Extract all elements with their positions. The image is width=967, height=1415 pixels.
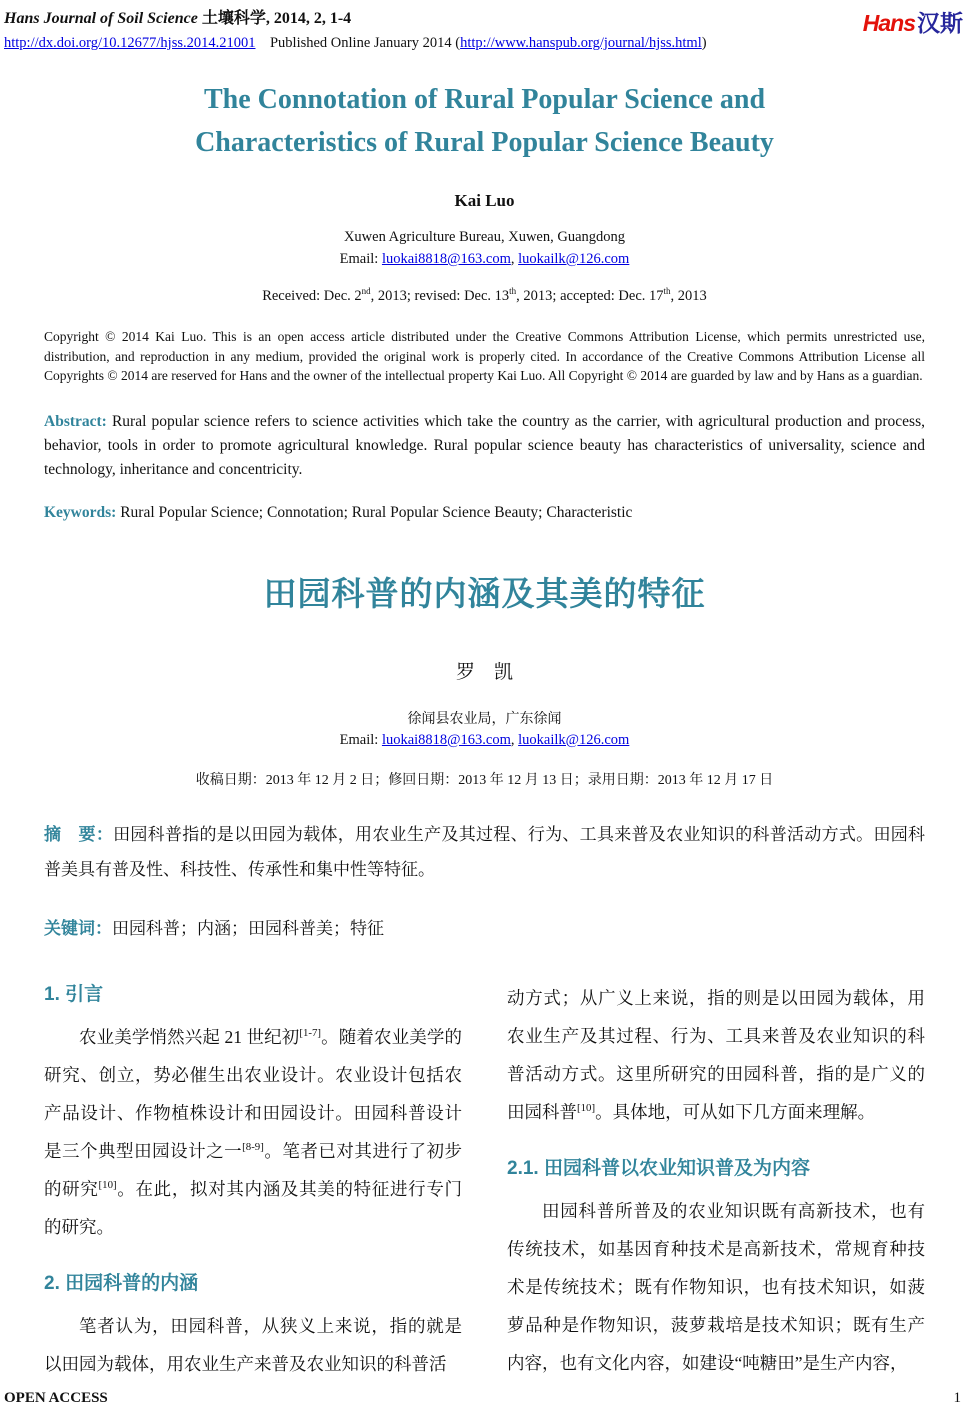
open-access-label: OPEN ACCESS <box>4 1390 108 1406</box>
keywords-label: Keywords: <box>44 503 117 521</box>
author-name-chinese: 罗 凯 <box>455 661 513 683</box>
doi-line <box>4 35 963 52</box>
page-header <box>4 5 963 52</box>
journal-title-chinese: 土壤科学, 2014, 2, 1-4 <box>201 10 352 27</box>
section-2-paragraph-left: 笔者认为，田园科普，从狭义上来说，指的就是以田园为载体，用农业生产来普及农业知识的科普活 <box>44 1315 462 1374</box>
email-link-2[interactable]: luokailk@126.com <box>518 251 630 267</box>
abstract-english <box>44 410 925 482</box>
section-2-heading: 2. 田园科普的内涵 <box>44 1272 199 1294</box>
email-link-1[interactable]: luokai8818@163.com <box>381 251 511 267</box>
affiliation-english: Xuwen Agriculture Bureau, Xuwen, Guangdong <box>343 229 626 245</box>
hans-logo <box>863 5 963 38</box>
body-columns <box>44 979 925 1383</box>
citation-ref: [1-7] <box>299 1026 322 1039</box>
received-dates-chinese: 收稿日期：2013 年 12 月 2 日；修回日期：2013 年 12 月 13 日；录用日期：2013 年 12 月 17 日 <box>195 772 774 788</box>
section-2-paragraph-continued: 动方式；从广义上来说，指的则是以田园为载体，用农业生产及其过程、行为、工具来普及农业知识的科普活动方式。这里所研究的田园科普，指的是广义的田园科普[10]。具体地，可从如下几方面来理解。 <box>507 987 925 1122</box>
citation-ref: [10] <box>98 1178 117 1191</box>
email-link-1-cn[interactable]: luokai8818@163.com <box>381 731 511 748</box>
received-dates-english: Received: Dec. 2nd, 2013; revised: Dec. 13th, 2013; accepted: Dec. 17th, 2013 <box>262 286 707 304</box>
journal-homepage-link[interactable]: http://www.hanspub.org/journal/hjss.html <box>460 35 702 51</box>
keywords-text: Rural Popular Science; Connotation; Rural Popular Science Beauty; Characteristic <box>116 503 633 521</box>
page-number: 1 <box>953 1390 961 1406</box>
email-line-chinese: Email: luokai8818@163.com, luokailk@126.com <box>339 731 630 748</box>
author-name-english: Kai Luo <box>454 191 515 210</box>
keywords-text-chinese: 田园科普；内涵；田园科普美；特征 <box>112 918 384 938</box>
copyright-notice: Copyright © 2014 Kai Luo. This is an open access article distributed under the Creative Commons Attribution License, which permits unrestricted use, distribution, and reproduction in any medium, provided the original work is properly cited. In accordance of the Creative Commons Attribution License all Copyrights © 2014 are reserved for Hans and the owner of the intellectual property Kai Luo. All Copyright © 2014 are guarded by law and by Hans as a guardian. <box>44 329 925 383</box>
article-title-english <box>44 78 925 164</box>
keywords-english <box>44 504 925 522</box>
abstract-label: Abstract: <box>44 412 107 430</box>
journal-title-line <box>4 5 963 28</box>
title-line-2: Characteristics of Rural Popular Science Beauty <box>195 127 774 158</box>
keywords-label-chinese: 关键词： <box>44 918 112 938</box>
keywords-chinese <box>44 914 925 939</box>
email-label-cn: Email: <box>339 731 382 748</box>
page-footer <box>4 1390 961 1407</box>
section-1-paragraph: 农业美学悄然兴起 21 世纪初[1-7]。随着农业美学的研究、创立，势必催生出农业设计。农业设计包括农产品设计、作物植株设计和田园设计。田园科普设计是三个典型田园设计之一[8-9]。笔者已对其进行了初步的研究[10]。在此，拟对其内涵及其美的特征进行专门的研究。 <box>44 1026 463 1237</box>
title-line-1: The Connotation of Rural Popular Science and <box>203 84 766 115</box>
right-column <box>507 979 925 1383</box>
published-text: Published Online January 2014 (http://www.hanspub.org/journal/hjss.html) <box>269 35 707 51</box>
article-content <box>44 60 925 1383</box>
left-column <box>44 979 462 1383</box>
abstract-label-chinese: 摘 要： <box>44 824 114 844</box>
section-2-1-heading: 2.1. 田园科普以农业知识普及为内容 <box>507 1157 810 1179</box>
email-label: Email: <box>339 251 382 267</box>
abstract-text: Rural popular science refers to science activities which take the country as the carrier, with agricultural production and process, behavior, tools in order to promote agricultural knowledge. Rural popular science beauty has characteristics of universality, science and technology, inheritance and concentricity. <box>44 412 925 478</box>
email-line-english: Email: luokai8818@163.com, luokailk@126.com <box>339 251 630 267</box>
abstract-chinese <box>44 817 925 887</box>
section-2-1-paragraph: 田园科普所普及的农业知识既有高新技术，也有传统技术，如基因育种技术是高新技术，常规育种技术是传统技术；既有作物知识，也有技术知识，如菠萝品种是作物知识，菠萝栽培是技术知识；既有生产内容，也有文化内容，如建设“吨糖田”是生产内容， <box>507 1200 925 1373</box>
hans-logo-english: Hans <box>862 10 915 36</box>
hans-logo-chinese: 汉斯 <box>917 10 963 36</box>
email-link-2-cn[interactable]: luokailk@126.com <box>518 731 630 748</box>
citation-ref: [8-9] <box>242 1140 264 1153</box>
article-title-chinese: 田园科普的内涵及其美的特征 <box>263 574 706 612</box>
section-1-heading: 1. 引言 <box>44 983 104 1005</box>
affiliation-chinese: 徐闻县农业局，广东徐闻 <box>407 711 562 727</box>
abstract-text-chinese: 田园科普指的是以田园为载体，用农业生产及其过程、行为、工具来普及农业知识的科普活动方式。田园科普美具有普及性、科技性、传承性和集中性等特征。 <box>44 824 926 879</box>
journal-title-english: Hans Journal of Soil Science <box>4 10 198 27</box>
citation-ref: [10] <box>577 1101 596 1114</box>
doi-link[interactable]: http://dx.doi.org/10.12677/hjss.2014.21001 <box>4 35 256 51</box>
